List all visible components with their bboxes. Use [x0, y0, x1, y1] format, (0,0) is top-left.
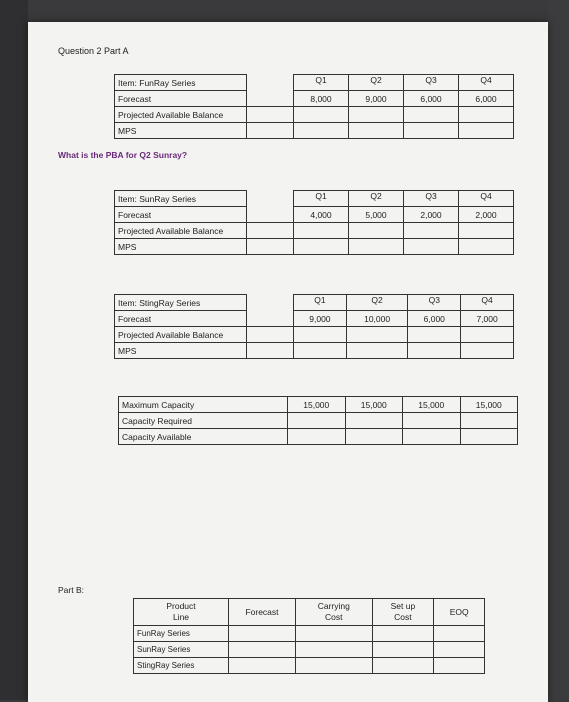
sunray-table	[114, 190, 514, 255]
sunray-pab-label: Projected Available Balance	[115, 223, 247, 239]
partb-setup-header: Set up Cost	[372, 599, 434, 626]
stingray-forecast-label: Forecast	[115, 311, 247, 327]
sunray-forecast-label: Forecast	[115, 207, 247, 223]
page-title: Question 2 Part A	[58, 46, 129, 56]
funray-pab-label: Projected Available Balance	[115, 107, 247, 123]
funray-q1-header: Q1	[294, 75, 349, 91]
stingray-item-label: Item: StingRay Series	[115, 295, 247, 311]
sunray-q1-header: Q1	[294, 191, 349, 207]
funray-q3-header: Q3	[404, 75, 459, 91]
partb-row-funray: FunRay Series	[134, 626, 229, 642]
stingray-forecast-q4: 7,000	[461, 311, 514, 327]
document-page	[28, 22, 548, 702]
partb-product-line-header: Product Line	[134, 599, 229, 626]
stingray-q2-header: Q2	[346, 295, 408, 311]
stingray-forecast-q1: 9,000	[294, 311, 347, 327]
stingray-forecast-q2: 10,000	[346, 311, 408, 327]
partb-row-stingray: StingRay Series	[134, 658, 229, 674]
funray-forecast-q4: 6,000	[459, 91, 514, 107]
stingray-mps-label: MPS	[115, 343, 247, 359]
funray-forecast-q1: 8,000	[294, 91, 349, 107]
partb-carrying-header: Carrying Cost	[296, 599, 373, 626]
capacity-max-q4: 15,000	[460, 397, 518, 413]
funray-q4-header: Q4	[459, 75, 514, 91]
background-left	[0, 0, 28, 700]
funray-forecast-q3: 6,000	[404, 91, 459, 107]
sunray-q2-header: Q2	[349, 191, 404, 207]
sunray-q3-header: Q3	[404, 191, 459, 207]
sunray-forecast-q4: 2,000	[459, 207, 514, 223]
stingray-pab-label: Projected Available Balance	[115, 327, 247, 343]
capacity-max-q3: 15,000	[403, 397, 461, 413]
stingray-table	[114, 294, 514, 359]
funray-table	[114, 74, 514, 139]
capacity-available-label: Capacity Available	[119, 429, 288, 445]
stingray-forecast-q3: 6,000	[408, 311, 461, 327]
sunray-item-label: Item: SunRay Series	[115, 191, 247, 207]
stingray-q3-header: Q3	[408, 295, 461, 311]
funray-forecast-q2: 9,000	[349, 91, 404, 107]
partb-eoq-header: EOQ	[434, 599, 485, 626]
capacity-max-q1: 15,000	[288, 397, 346, 413]
capacity-required-label: Capacity Required	[119, 413, 288, 429]
capacity-max-label: Maximum Capacity	[119, 397, 288, 413]
capacity-max-q2: 15,000	[345, 397, 403, 413]
sunray-forecast-q2: 5,000	[349, 207, 404, 223]
part-b-label: Part B:	[58, 585, 84, 595]
capacity-table	[118, 396, 518, 445]
funray-forecast-label: Forecast	[115, 91, 247, 107]
stingray-q4-header: Q4	[461, 295, 514, 311]
partb-row-sunray: SunRay Series	[134, 642, 229, 658]
stingray-q1-header: Q1	[294, 295, 347, 311]
sunray-mps-label: MPS	[115, 239, 247, 255]
question-text: What is the PBA for Q2 Sunray?	[58, 150, 188, 160]
partb-forecast-header: Forecast	[229, 599, 296, 626]
partb-table	[133, 598, 485, 674]
funray-q2-header: Q2	[349, 75, 404, 91]
funray-mps-label: MPS	[115, 123, 247, 139]
sunray-forecast-q3: 2,000	[404, 207, 459, 223]
funray-item-label: Item: FunRay Series	[115, 75, 247, 91]
background-right	[548, 0, 569, 700]
sunray-q4-header: Q4	[459, 191, 514, 207]
sunray-forecast-q1: 4,000	[294, 207, 349, 223]
